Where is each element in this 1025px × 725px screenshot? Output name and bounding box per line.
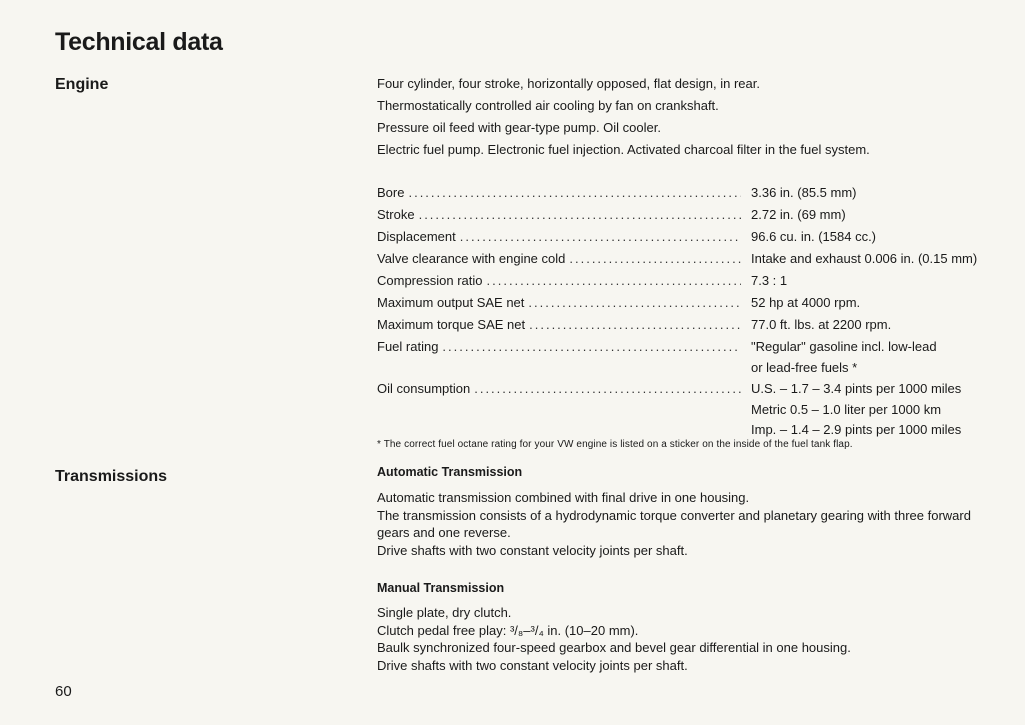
- spec-name: Compression ratio: [377, 273, 483, 288]
- spec-name: Oil consumption: [377, 381, 471, 396]
- spec-value: 77.0 ft. lbs. at 2200 rpm.: [751, 317, 892, 332]
- paragraph-line: Drive shafts with two constant velocity joints per shaft.: [377, 542, 688, 558]
- spec-value: or lead-free fuels *: [751, 360, 858, 375]
- paragraph-line: Drive shafts with two constant velocity joints per shaft.: [377, 657, 688, 673]
- manual-transmission-heading: Manual Transmission: [377, 581, 505, 595]
- spec-row-displacement: [377, 226, 1007, 248]
- spec-value: 52 hp at 4000 rpm.: [751, 295, 861, 310]
- automatic-transmission-heading: Automatic Transmission: [377, 465, 523, 479]
- spec-name: Displacement: [377, 229, 456, 244]
- spec-value: 7.3 : 1: [751, 273, 788, 288]
- automatic-transmission-text: [377, 489, 1002, 559]
- spec-value: Imp. – 1.4 – 2.9 pints per 1000 miles: [751, 422, 962, 437]
- spec-name: Bore: [377, 185, 405, 200]
- spec-name: Maximum output SAE net: [377, 295, 525, 310]
- spec-row-compression-ratio: [377, 270, 1007, 292]
- section-label-transmissions: Transmissions: [55, 468, 168, 485]
- page-title: Technical data: [55, 28, 223, 56]
- paragraph-line: Single plate, dry clutch.: [377, 605, 512, 620]
- spec-name: Valve clearance with engine cold: [377, 251, 566, 266]
- section-label-engine: Engine: [55, 76, 109, 93]
- paragraph-line: Baulk synchronized four-speed gearbox and bevel gear differential in one housing.: [377, 640, 851, 655]
- engine-description: [377, 73, 997, 161]
- fuel-octane-footnote: * The correct fuel octane rating for your VW engine is listed on a sticker on the inside of the fuel tank flap.: [377, 439, 853, 450]
- paragraph-line: Automatic transmission combined with final drive in one housing.: [377, 490, 750, 505]
- spec-value: Intake and exhaust 0.006 in. (0.15 mm): [751, 251, 978, 266]
- spec-row-stroke: [377, 204, 1007, 226]
- spec-row-bore: [377, 182, 1007, 204]
- page-number: 60: [55, 683, 72, 700]
- engine-description-line: Four cylinder, four stroke, horizontally opposed, flat design, in rear.: [377, 76, 760, 91]
- paragraph-line: Clutch pedal free play: ³/₈–³/₄ in. (10–20 mm).: [377, 622, 639, 638]
- spec-row-fuel-rating: [377, 336, 1007, 378]
- manual-transmission-text: [377, 604, 1002, 674]
- engine-description-line: Electric fuel pump. Electronic fuel injection. Activated charcoal filter in the fuel system.: [377, 142, 870, 157]
- spec-name: Fuel rating: [377, 339, 439, 354]
- spec-row-oil-consumption: [377, 378, 1007, 440]
- spec-value: 96.6 cu. in. (1584 cc.): [751, 229, 877, 244]
- spec-value: "Regular" gasoline incl. low-lead: [751, 339, 937, 354]
- engine-description-line: Pressure oil feed with gear-type pump. Oil cooler.: [377, 120, 661, 135]
- engine-description-line: Thermostatically controlled air cooling by fan on crankshaft.: [377, 98, 719, 113]
- spec-name: Stroke: [377, 207, 415, 222]
- spec-row-max-torque: [377, 314, 1007, 336]
- spec-value: Metric 0.5 – 1.0 liter per 1000 km: [751, 402, 942, 417]
- spec-row-valve-clearance: [377, 248, 1007, 270]
- spec-value: 3.36 in. (85.5 mm): [751, 185, 857, 200]
- paragraph-line: The transmission consists of a hydrodynamic torque converter and planetary gearing with three forward gears and one reverse.: [377, 507, 971, 540]
- spec-value: 2.72 in. (69 mm): [751, 207, 846, 222]
- engine-spec-table: [377, 182, 1007, 440]
- spec-row-max-output: [377, 292, 1007, 314]
- spec-value: U.S. – 1.7 – 3.4 pints per 1000 miles: [751, 381, 962, 396]
- spec-name: Maximum torque SAE net: [377, 317, 526, 332]
